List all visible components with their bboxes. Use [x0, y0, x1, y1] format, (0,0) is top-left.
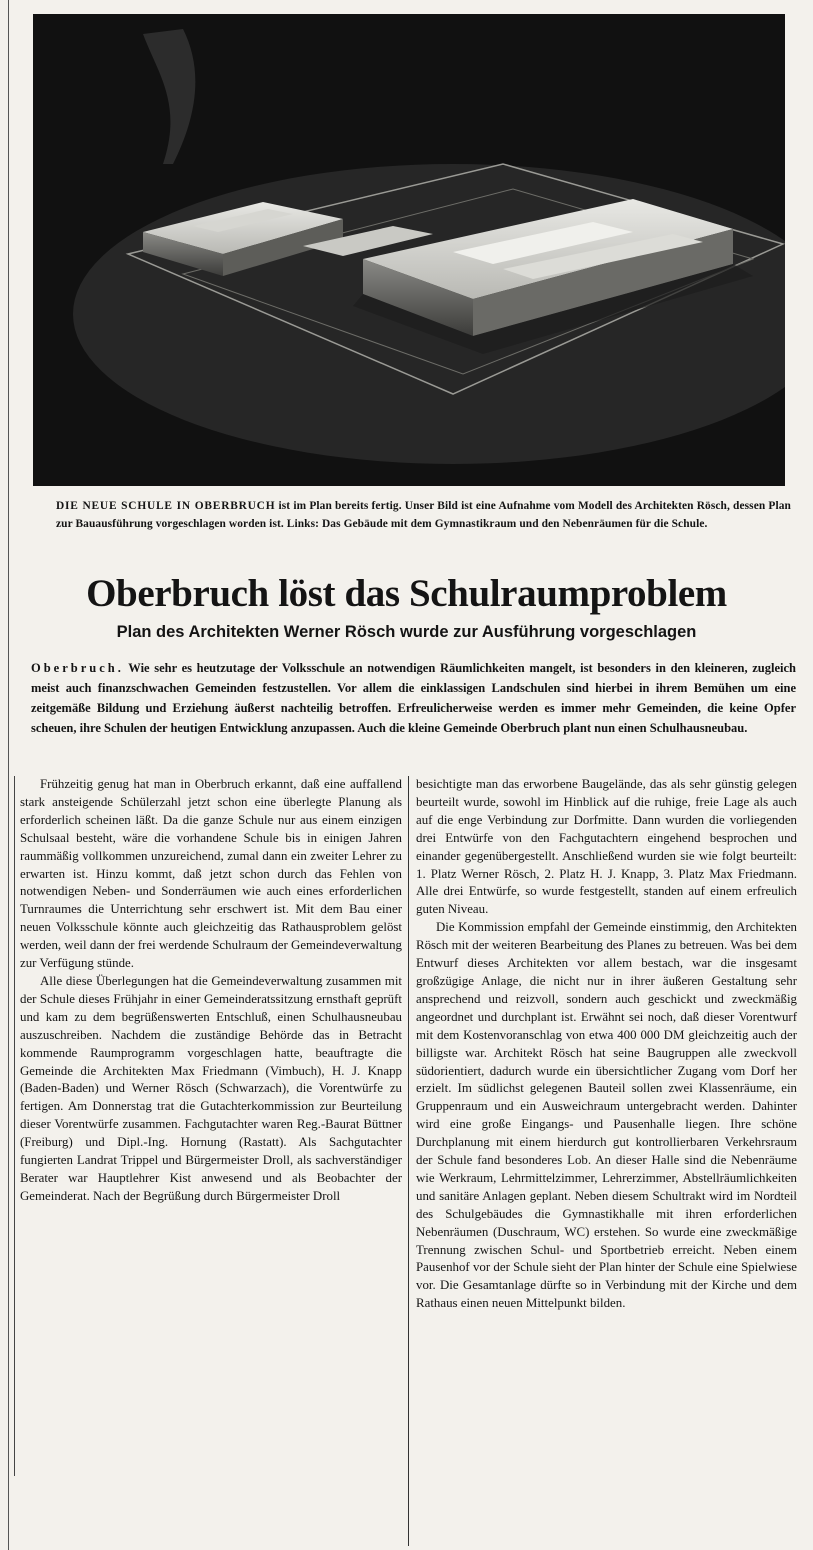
body-column-right [416, 776, 797, 1313]
architecture-model-icon [33, 14, 785, 486]
lead-text: Wie sehr es heutzutage der Volksschule an notwendigen Räumlichkeiten mangelt, ist besonders in den kleineren, zugleich meist auch finanzschwachen Gemeinden festzustellen. Vor allem die einklassigen Landschulen sind hierbei in ihrem Bemühen um eine zeitgemäße Bildung und Erziehung äußerst nachteilig betroffen. Erfreulicherweise werden es immer mehr Gemeinden, die keine Opfer scheuen, ihre Schulen der heutigen Entwicklung anzupassen. Auch die kleine Gemeinde Oberbruch plant nun einen Schulhausneubau. [31, 661, 796, 735]
dateline: Oberbruch. [31, 661, 124, 675]
article-lead [31, 658, 796, 738]
body-column-left [20, 776, 402, 1206]
photo-caption [56, 497, 791, 533]
article-headline: Oberbruch löst das Schulraumproblem [86, 572, 727, 615]
caption-text: ist im Plan bereits fertig. Unser Bild ist eine Aufnahme vom Modell des Architekten Rösch, dessen Plan zur Bauausführung vorgeschlagen worden ist. Links: Das Gebäude mit dem Gymnastikraum und den Nebenräumen für die Schule. [56, 500, 791, 530]
paragraph: besichtigte man das erworbene Baugelände, das als sehr günstig gelegen beurteilt wurde, sowohl im Hinblick auf die ruhige, freie Lage als auch auf die enge Verbindung zur Dorfmitte. Dann wurden die vorliegenden drei Entwürfe von den Fachgutachtern eingehend besprochen und einander gegenübergestellt. Anschließend wurden sie wie folgt beurteilt: 1. Platz Werner Rösch, 2. Platz H. J. Knapp, 3. Platz Max Friedmann. Alle drei Entwürfe, so wurde festgestellt, standen auf einem erfreulich guten Niveau. [416, 777, 797, 917]
paragraph: Alle diese Überlegungen hat die Gemeindeverwaltung zusammen mit der Schule dieses Frühjahr in einer Gemeinderatssitzung ernsthaft geprüft und kam zu dem begrüßenswerten Entschluß, einen Schulhausneubau auszuschreiben. Nachdem die zuständige Behörde das in Betracht kommende Raumprogramm vorgeschlagen hatte, beauftragte die Gemeinde die Architekten Max Friedmann (Vimbuch), H. J. Knapp (Baden-Baden) und Werner Rösch (Schwarzach), die Vorentwürfe zu fertigen. Am Donnerstag trat die Gutachterkommission zur Beurteilung dieser Vorentwürfe zusammen. Fachgutachter waren Reg.-Baurat Büttner (Freiburg) und Dipl.-Ing. Hornung (Rastatt). Als Sachgutachter fungierten Landrat Trippel und Bürgermeister Droll, als sachverständiger Berater war Hauptlehrer Kist anwesend und als Beobachter der Gemeinderat. Nach der Begrüßung durch Bürgermeister Droll [20, 973, 402, 1203]
caption-lead: DIE NEUE SCHULE IN OBERBRUCH [56, 500, 276, 512]
paragraph: Frühzeitig genug hat man in Oberbruch erkannt, daß eine auffallend stark ansteigende Schülerzahl jetzt schon eine überlegte Planung als erforderlich scheinen läßt. Da die ganze Schule nur aus einem einzigen Schulsaal besteht, wäre die vorhandene Schule bis in einigen Jahren raummäßig vollkommen unzureichend, zumal dann ein zweiter Lehrer zu erwarten ist. Hinzu kommt, daß jetzt schon durch das Fehlen von notwendigen Neben- und Sonderräumen wie auch eines erforderlichen Turnraumes die Unterrichtung sehr erschwert ist. Mit dem Bau einer neuen Volksschule könnte auch gleichzeitig das Rathausproblem gelöst werden, weil dann der frei werdende Schulraum der Gemeindeverwaltung zur Verfügung stünde. [20, 777, 402, 971]
paragraph: Die Kommission empfahl der Gemeinde einstimmig, den Architekten Rösch mit der weiteren Bearbeitung des Planes zu betreuen. Was bei dem Entwurf dieses Architekten vor allem bestach, war die insgesamt großzügige Anlage, die nicht nur in ihrer äußeren Gestaltung sehr ansprechend und reizvoll, sondern auch geschickt und zweckmäßig angeordnet und durchplant ist. Erwähnt sei noch, daß dieser Vorentwurf mit dem Kostenvoranschlag von etwa 400 000 DM gleichzeitig auch der billigste war. Architekt Rösch hat seine Baugruppen alle zweckvoll südorientiert, dadurch wurde ein übersichtlicher Zugang vom Dorf her erzielt. Im südlichst gelegenen Bauteil sollen zwei Klassenräume, ein Gruppenraum und ein Ausweichraum untergebracht werden. Dahinter wird eine große Eingangs- und Pausenhalle liegen. Ihre schöne Durchplanung mit einem hierdurch gut kontrollierbaren Verkehrsraum der Schule fand besonderes Lob. An dieser Halle sind die Nebenräume wie Werkraum, Lehrmittelzimmer, Lehrerzimmer, Abstellräumlichkeiten und sanitäre Anlagen geplant. Neben diesem Schultrakt wird im Nordteil des Schulgebäudes die Gymnastikhalle mit ihren erforderlichen Nebenräumen (Duschraum, WC) erstehen. So wurde eine zweckmäßige Trennung zwischen Schul- und Sportbetrieb erreicht. Neben einem Pausenhof vor der Schule sieht der Plan hinter der Schule eine Spielwiese vor. Die Gesamtanlage dürfte so in Verbindung mit der Kirche und dem Rathaus einen neuen Mittelpunkt bilden. [416, 920, 797, 1311]
article-subheadline: Plan des Architekten Werner Rösch wurde zur Ausführung vorgeschlagen [116, 623, 697, 641]
column-rule [408, 776, 409, 1546]
column-rule-left [14, 776, 15, 1476]
school-model-photo [33, 14, 785, 486]
page-edge-rule [8, 0, 9, 1550]
